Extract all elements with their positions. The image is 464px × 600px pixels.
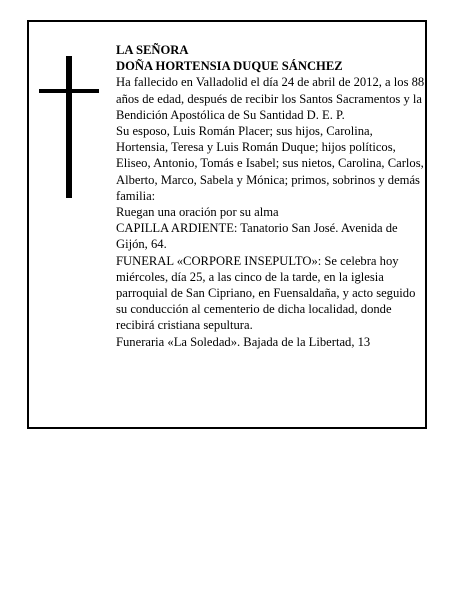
chapel-info: CAPILLA ARDIENTE: Tanatorio San José. Avenida de Gijón, 64. [116, 221, 398, 252]
cross-horizontal-bar [39, 89, 99, 93]
cross-icon [39, 56, 99, 198]
funeral-home: Funeraria «La Soledad». Bajada de la Libertad, 13 [116, 334, 371, 349]
notice-text [116, 42, 426, 350]
funeral-info: FUNERAL «CORPORE INSEPULTO»: Se celebra hoy miércoles, día 25, a las cinco de la tarde, en la iglesia parroquial de San Cipriano, en Fuensaldaña, y acto seguido su conducción al cementerio de dicha localidad, donde recibirá cristiana sepultura. [116, 253, 416, 333]
prayer-request: Ruegan una oración por su alma [116, 205, 279, 220]
obituary-notice [27, 20, 427, 429]
deceased-name: DOÑA HORTENSIA DUQUE SÁNCHEZ [116, 59, 343, 74]
family-list: Su esposo, Luis Román Placer; sus hijos, Carolina, Hortensia, Teresa y Luis Román Duque; hijos políticos, Eliseo, Antonio, Tomás e Isabel; sus nietos, Carolina, Carlos, Alberto, Marco, Sabela y Mónica; primos, sobrinos y demás familia: [116, 124, 424, 203]
notice-heading-title: LA SEÑORA [116, 43, 189, 57]
cross-vertical-bar [66, 56, 72, 198]
death-announcement: Ha fallecido en Valladolid el día 24 de abril de 2012, a los 88 años de edad, después de recibir los Santos Sacramentos y la Bendición Apostólica de Su Santidad D. E. P. [116, 75, 425, 122]
